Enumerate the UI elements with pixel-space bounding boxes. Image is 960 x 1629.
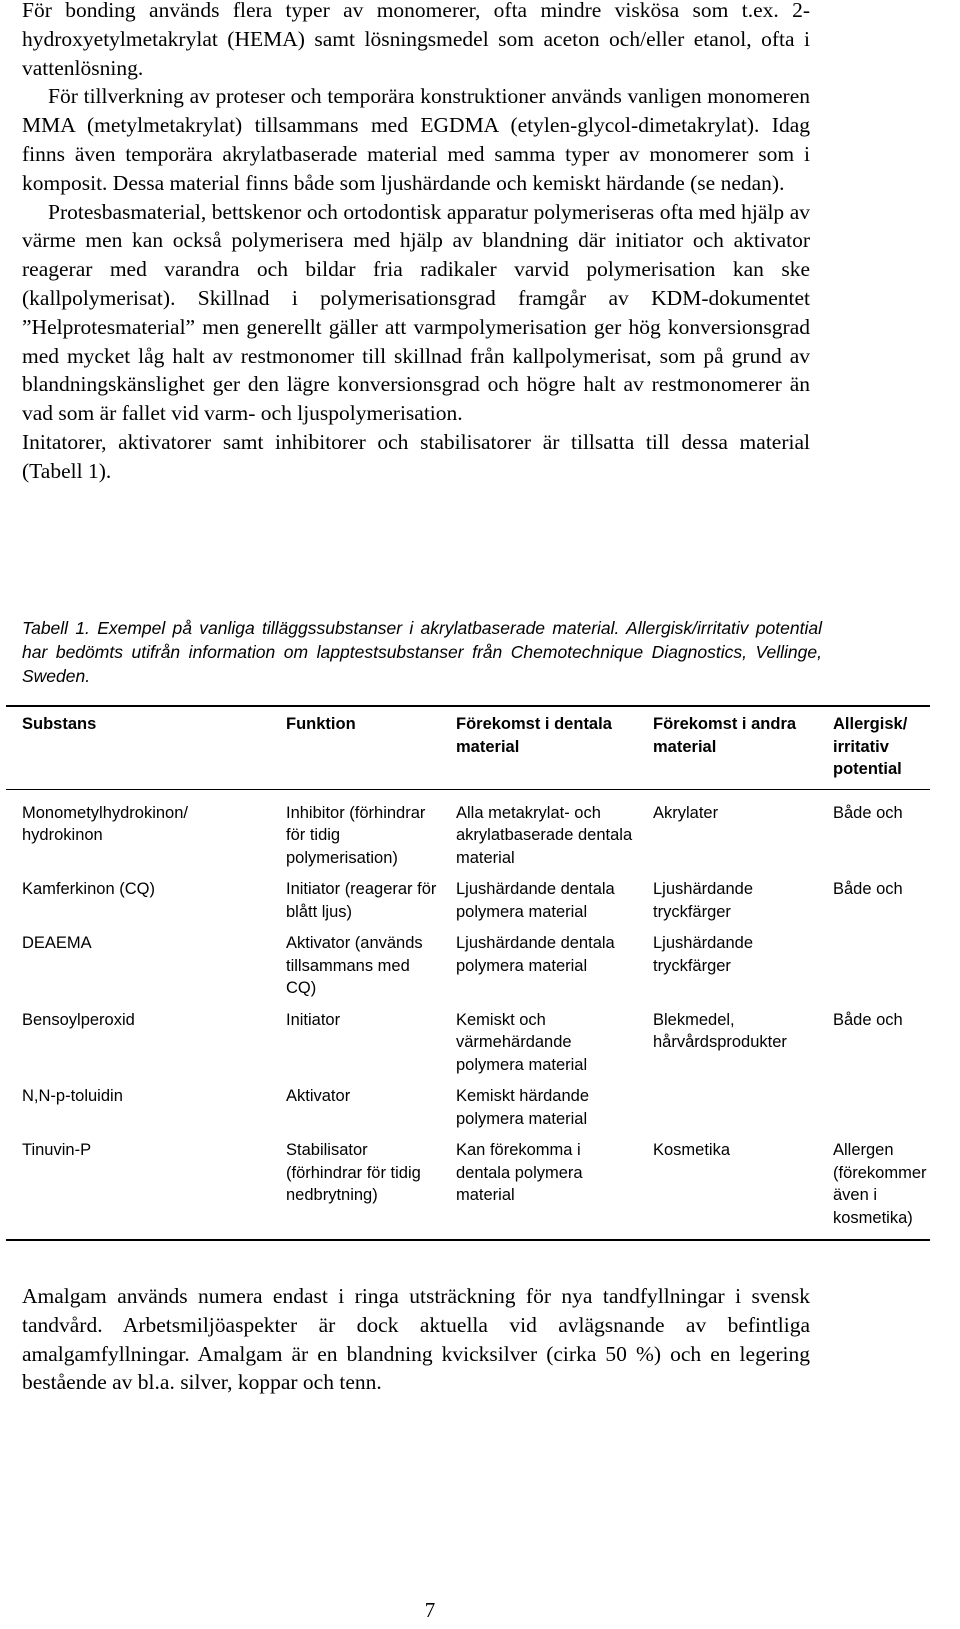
- cell-allergisk: [817, 927, 930, 1004]
- substance-table-container: [6, 705, 930, 1241]
- cell-andra: Ljushärdande tryckfärger: [653, 880, 753, 921]
- paragraph-protesbasmaterial: Protesbasmaterial, bettskenor och ortodontisk apparatur polymeriseras ofta med hjälp av värme men kan också polymerisera med hjälp av blandning där initiator och aktivator reagerar med varandra och bildar fria radikaler varvid polymerisation kan ske (kallpolymerisat). Skillnad i polymerisationsgrad framgår av KDM-dokumentet ”Helprotesmaterial” men generellt gäller att varmpolymerisation ger hög konversionsgrad med mycket låg halt av restmonomer till skillnad från kallpolymerisat, som på grund av blandningskänslighet ger den lägre konversionsgrad och högre halt av restmonomerer än vad som är fallet vid varm- och ljuspolymerisation.: [22, 199, 810, 426]
- cell-substans: Kamferkinon (CQ): [22, 880, 155, 898]
- cell-substans-line: hydrokinon: [22, 826, 103, 844]
- intro-section: [22, 0, 810, 486]
- cell-funktion: Initiator (reagerar för blått ljus): [286, 880, 437, 921]
- page-number: 7: [424, 1598, 436, 1622]
- cell-dentala: Ljushärdande dentala polymera material: [456, 934, 615, 975]
- cell-andra: Ljushärdande tryckfärger: [653, 934, 753, 975]
- cell-funktion: Aktivator: [286, 1087, 351, 1105]
- cell-substans: DEAEMA: [22, 934, 92, 952]
- cell-funktion: Aktivator (används tillsammans med CQ): [286, 934, 423, 997]
- cell-dentala: Kan förekomma i dentala polymera material: [440, 1134, 637, 1240]
- cell-allergisk: Både och: [833, 1010, 903, 1029]
- cell-substans: Bensoylperoxid: [22, 1010, 135, 1029]
- cell-andra: Kosmetika: [637, 1134, 817, 1240]
- header-allergisk: Allergisk/ irritativ potential: [817, 706, 930, 789]
- cell-substans: Tinuvin-P: [6, 1134, 270, 1240]
- paragraph-bonding: För bonding används flera typer av monomerer, ofta mindre viskösa som t.ex. 2-hydroxyetylmetakrylat (HEMA) samt lösningsmedel som aceton och/eller etanol, ofta i vattenlösning.: [22, 0, 810, 80]
- header-substans: Substans: [6, 706, 270, 789]
- table-row: [6, 873, 930, 927]
- header-forekomst-dentala: Förekomst i dentala material: [440, 706, 637, 789]
- table-row: [6, 1134, 930, 1240]
- cell-substans-line: Monometylhydrokinon/: [22, 803, 188, 822]
- cell-dentala: Alla metakrylat- och akrylatbaserade dentala material: [456, 803, 633, 867]
- outro-section: [22, 1282, 810, 1397]
- table-row: [6, 1004, 930, 1081]
- cell-funktion: Initiator: [286, 1010, 341, 1029]
- cell-allergisk: Både och: [833, 880, 903, 898]
- cell-allergisk: [817, 1080, 930, 1134]
- cell-funktion: Stabilisator (förhindrar för tidig nedbrytning): [270, 1134, 440, 1240]
- table-row: [6, 927, 930, 1004]
- cell-dentala: Kemiskt härdande polymera material: [456, 1087, 589, 1128]
- cell-andra: [637, 1080, 817, 1134]
- cell-andra: Blekmedel, hårvårdsprodukter: [653, 1010, 787, 1051]
- cell-dentala: Kemiskt och värmehärdande polymera material: [456, 1010, 588, 1074]
- paragraph-initatorer: Initatorer, aktivatorer samt inhibitorer och stabilisatorer är tillsatta till dessa material (Tabell 1).: [22, 429, 810, 483]
- cell-funktion: Inhibitor (förhindrar för tidig polymerisation): [286, 803, 426, 867]
- header-funktion: Funktion: [270, 706, 440, 789]
- paragraph-proteser: För tillverkning av proteser och temporära konstruktioner används vanligen monomeren MMA (metylmetakrylat) tillsammans med EGDMA (etylen-glycol-dimetakrylat). Idag finns även temporära akrylatbaserade material med samma typer av monomerer som i komposit. Dessa material finns både som ljushärdande och kemiskt härdande (se nedan).: [22, 84, 810, 195]
- cell-allergisk: Både och: [833, 803, 903, 822]
- table-row: [6, 1080, 930, 1134]
- cell-substans: N,N-p-toluidin: [22, 1087, 123, 1105]
- table-row: [6, 789, 930, 873]
- cell-andra: Akrylater: [653, 803, 719, 822]
- header-forekomst-andra: Förekomst i andra material: [637, 706, 817, 789]
- paragraph-amalgam: Amalgam används numera endast i ringa utsträckning för nya tandfyllningar i svensk tandvård. Arbetsmiljöaspekter är dock aktuella vid avlägsnande av befintliga amalgamfyllningar. Amalgam är en blandning kvicksilver (cirka 50 %) och en legering bestående av bl.a. silver, koppar och tenn.: [22, 1284, 810, 1395]
- cell-substans: [6, 789, 270, 873]
- cell-dentala: Ljushärdande dentala polymera material: [456, 880, 615, 921]
- table-header-row: [6, 706, 930, 789]
- table-caption: Tabell 1. Exempel på vanliga tilläggssubstanser i akrylatbaserade material. Allergisk/irritativ potential har bedömts utifrån information om lapptestsubstanser från Chemotechnique Diagnostics, Vellinge, Sweden.: [22, 618, 822, 686]
- cell-allergisk: Allergen (förekommer även i kosmetika): [817, 1134, 930, 1240]
- substance-table: [6, 705, 930, 1241]
